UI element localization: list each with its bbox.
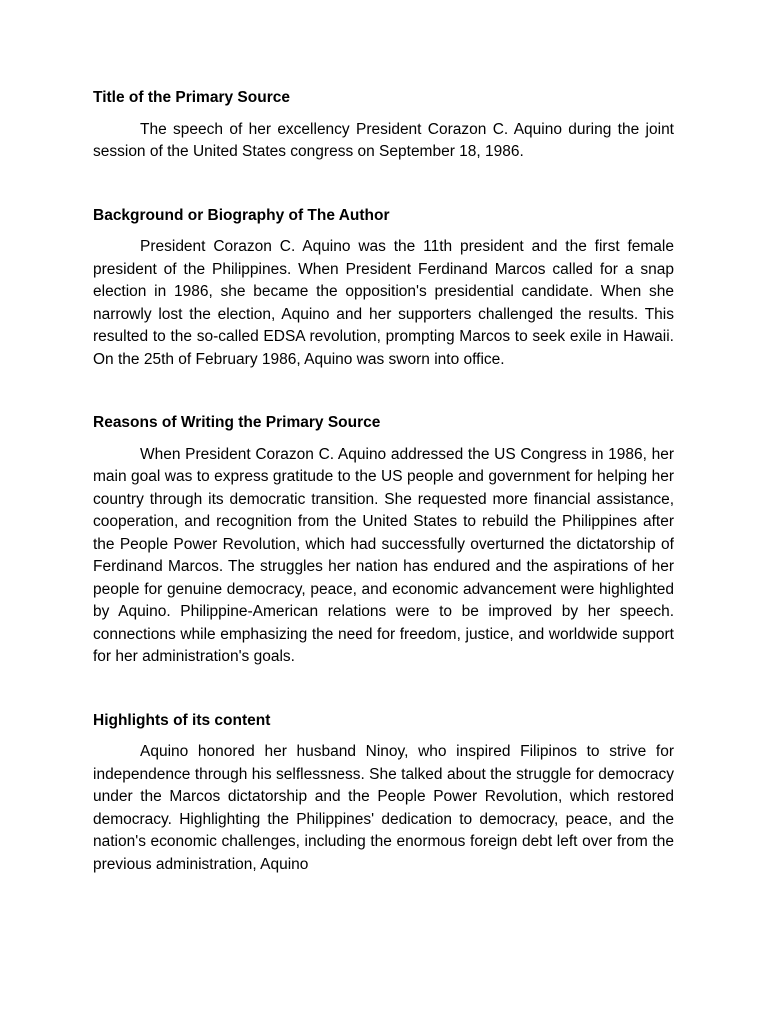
section-highlights-of-content xyxy=(93,710,674,877)
section-paragraph: The speech of her excellency President Corazon C. Aquino during the joint session of the United States congress on September 18, 1986. xyxy=(93,120,674,160)
document-page xyxy=(93,87,674,876)
section-title-of-primary-source xyxy=(93,87,674,164)
section-heading: Background or Biography of The Author xyxy=(93,206,390,224)
section-heading: Reasons of Writing the Primary Source xyxy=(93,414,381,431)
section-heading: Highlights of its content xyxy=(93,711,271,729)
section-background-of-author xyxy=(93,205,674,372)
section-heading: Title of the Primary Source xyxy=(93,89,290,106)
section-paragraph: President Corazon C. Aquino was the 11th president and the first female president of the Philippines. When President Ferdinand Marcos called for a snap election in 1986, she became the opposition's presidential candidate. When she narrowly lost the election, Aquino and her supporters challenged the results. This resulted to the so-called EDSA revolution, prompting Marcos to seek exile in Hawaii. On the 25th of February 1986, Aquino was sworn into office. xyxy=(93,238,674,368)
section-reasons-of-writing xyxy=(93,412,674,669)
section-paragraph: When President Corazon C. Aquino addressed the US Congress in 1986, her main goal was to express gratitude to the US people and government for helping her country through its democratic transition. She requested more financial assistance, cooperation, and recognition from the United States to rebuild the Philippines after the People Power Revolution, which had successfully overturned the dictatorship of Ferdinand Marcos. The struggles her nation has endured and the aspirations of her people for genuine democracy, peace, and economic advancement were highlighted by Aquino. Philippine-American relations were to be improved by her speech. connections while emphasizing the need for freedom, justice, and worldwide support for her administration's goals. xyxy=(93,445,674,665)
section-paragraph: Aquino honored her husband Ninoy, who inspired Filipinos to strive for independence through his selflessness. She talked about the struggle for democracy under the Marcos dictatorship and the People Power Revolution, which restored democracy. Highlighting the Philippines' dedication to democracy, peace, and the nation's economic challenges, including the enormous foreign debt left over from the previous administration, Aquino xyxy=(93,743,674,873)
